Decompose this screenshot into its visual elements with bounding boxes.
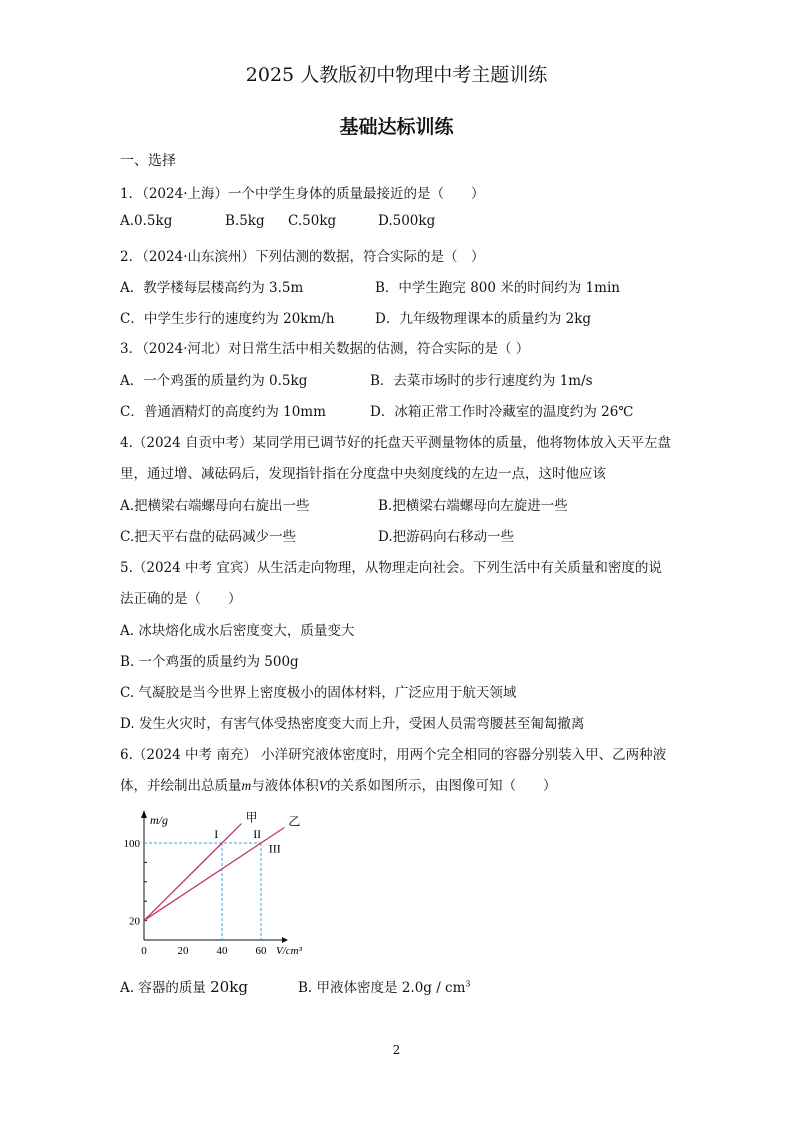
option-b[interactable]: [298, 976, 471, 996]
section-title: 基础达标训练: [339, 116, 454, 138]
stem-text: 的关系如图所示，由图像可知（ ）: [327, 778, 557, 794]
option-c[interactable]: C.把天平右盘的砝码减少一些: [120, 529, 297, 545]
option-a[interactable]: A．一个鸡蛋的质量约为 0.5kg: [120, 373, 308, 389]
option-d[interactable]: D.500kg: [378, 213, 436, 229]
option-b-value: 2.0g / cm: [401, 980, 466, 996]
option-a-text: A. 容器的质量: [120, 980, 206, 996]
point-label-2: II: [253, 827, 262, 842]
question-5-option-d[interactable]: D. 发生火灾时，有害气体受热密度变大而上升，受困人员需弯腰甚至匍匐撤离: [120, 716, 585, 732]
var-m: m: [241, 778, 252, 793]
mass-volume-graph: [118, 802, 323, 964]
x-tick-label: 60: [255, 945, 267, 957]
option-c[interactable]: C．普通酒精灯的高度约为 10mm: [120, 404, 326, 420]
y-tick-label: 100: [123, 838, 140, 850]
page-title: 2025 人教版初中物理中考主题训练: [245, 64, 548, 86]
part-heading: 一、选择: [120, 153, 176, 169]
x-axis-arrow: [282, 937, 288, 943]
option-b[interactable]: B.把横梁右端螺母向左旋进一些: [378, 498, 568, 514]
y-axis-arrow: [141, 810, 147, 818]
question-6-options: [120, 976, 471, 996]
question-1-options: [120, 213, 436, 229]
option-a[interactable]: A.0.5kg: [120, 213, 173, 229]
question-2-stem: 2．（2024·山东滨州）下列估测的数据，符合实际的是（ ）: [120, 249, 485, 265]
option-b[interactable]: B.5kg: [225, 213, 265, 229]
question-2-options-row2: [120, 307, 592, 327]
question-5-option-c[interactable]: C. 气凝胶是当今世界上密度极小的固体材料，广泛应用于航天领域: [120, 685, 517, 701]
y-axis-label: m/g: [150, 813, 168, 827]
x-tick-label: 40: [216, 945, 228, 957]
x-tick-label: 20: [177, 945, 189, 957]
option-b[interactable]: B．中学生跑完 800 米的时间约为 1min: [375, 280, 620, 296]
option-d[interactable]: D.把游码向右移动一些: [378, 529, 515, 545]
var-v: V: [318, 778, 327, 793]
series-label-2: 乙: [288, 814, 301, 829]
option-c[interactable]: C.50kg: [288, 213, 337, 229]
question-5-stem-line1: 5.（2024 中考 宜宾）从生活走向物理，从物理走向社会。下列生活中有关质量和密度的说: [120, 560, 662, 576]
question-1-stem: 1．（2024·上海）一个中学生身体的质量最接近的是（ ）: [120, 186, 485, 202]
question-4-stem-line1: 4.（2024 自贡中考）某同学用已调节好的托盘天平测量物体的质量，他将物体放入天平左盘: [120, 435, 672, 451]
stem-text: 体，并绘制出总质量: [120, 778, 242, 794]
option-b[interactable]: B．去菜市场时的步行速度约为 1m/s: [370, 373, 593, 389]
question-5-option-a[interactable]: A. 冰块熔化成水后密度变大，质量变大: [120, 623, 355, 639]
series-label-1: 甲: [245, 810, 258, 825]
question-4-stem-line2: 里，通过增、减砝码后，发现指针指在分度盘中央刻度线的左边一点，这时他应该: [120, 466, 606, 482]
question-3-options-row1: [120, 369, 593, 389]
stem-text: 与液体体积: [251, 778, 319, 794]
question-6-stem-line1: 6.（2024 中考 南充） 小洋研究液体密度时，用两个完全相同的容器分别装入甲、乙两种液: [120, 747, 667, 763]
series-line-2: [144, 827, 284, 920]
option-a-value: 20kg: [210, 978, 248, 996]
option-a[interactable]: A.把横梁右端螺母向右旋出一些: [120, 498, 310, 514]
question-4-options-row2: [120, 525, 515, 545]
point-label-1: I: [214, 827, 219, 842]
page-number: 2: [392, 1043, 401, 1057]
x-tick-label: 0: [141, 945, 147, 957]
option-b-text: B. 甲液体密度是: [298, 980, 398, 996]
point-label-3: III: [268, 841, 281, 856]
question-5-option-b[interactable]: B. 一个鸡蛋的质量约为 500g: [120, 654, 299, 670]
question-6-stem-line2: [120, 774, 557, 794]
y-tick-label: 20: [129, 915, 140, 928]
option-a[interactable]: [120, 980, 248, 996]
question-3-options-row2: [120, 400, 634, 420]
option-a[interactable]: A．教学楼每层楼高约为 3.5m: [120, 280, 304, 296]
option-b-exponent: 3: [465, 979, 471, 989]
option-d[interactable]: D．九年级物理课本的质量约为 2kg: [375, 311, 592, 327]
x-axis-label: V/cm³: [276, 945, 302, 957]
question-2-options-row1: [120, 276, 620, 296]
question-4-options-row1: [120, 494, 568, 514]
option-d[interactable]: D．冰箱正常工作时冷藏室的温度约为 26℃: [370, 404, 634, 420]
question-5-stem-line2: 法正确的是（ ）: [120, 591, 242, 607]
question-3-stem: 3．（2024·河北）对日常生活中相关数据的估测，符合实际的是（ ）: [120, 341, 530, 357]
series-line-1: [144, 824, 242, 921]
option-c[interactable]: C．中学生步行的速度约为 20km/h: [120, 311, 335, 327]
